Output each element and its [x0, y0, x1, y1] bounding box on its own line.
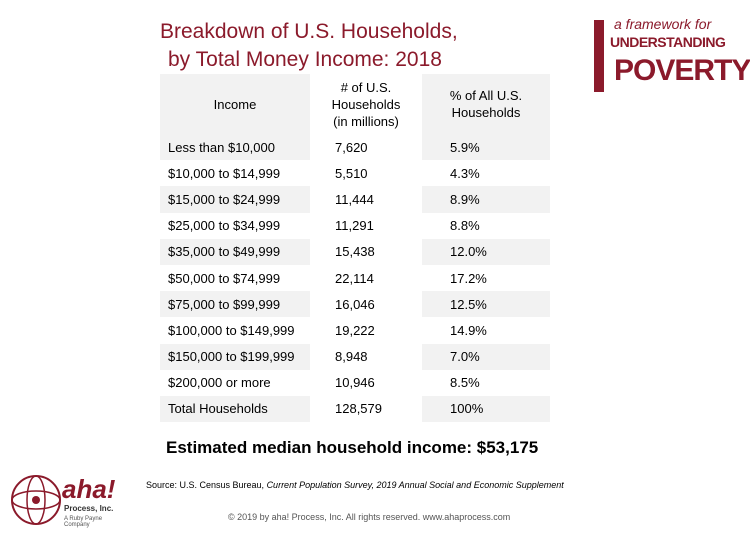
cell-income: $25,000 to $34,999 — [168, 218, 281, 234]
cell-percent: 4.3% — [450, 165, 480, 181]
cell-percent: 12.0% — [450, 244, 487, 260]
cell-households: 10,946 — [335, 375, 375, 391]
cell-income: $100,000 to $149,999 — [168, 322, 295, 338]
cell-income: $150,000 to $199,999 — [168, 349, 295, 365]
table-row — [160, 186, 550, 212]
cell-households: 7,620 — [335, 139, 368, 155]
table-row — [160, 396, 550, 422]
cell-percent: 12.5% — [450, 296, 487, 312]
logo-bar — [594, 20, 604, 92]
page-title — [160, 18, 560, 74]
table-body — [160, 134, 550, 422]
cell-percent: 8.5% — [450, 375, 480, 391]
aha-logo — [6, 468, 126, 532]
cell-income: Total Households — [168, 401, 268, 417]
cell-percent: 7.0% — [450, 349, 480, 365]
header-households: # of U.S. Households (in millions) — [310, 74, 422, 134]
income-table — [160, 74, 550, 422]
cell-percent: 14.9% — [450, 322, 487, 338]
logo-tagline: A Ruby Payne Company — [64, 516, 103, 528]
median-income: Estimated median household income: $53,175 — [166, 438, 539, 457]
table-row — [160, 160, 550, 186]
header-income: Income — [213, 96, 257, 112]
logo-line-3: POVERTY — [614, 54, 750, 87]
logo-line-2: UNDERSTANDING — [610, 34, 726, 50]
table-row — [160, 291, 550, 317]
cell-households: 19,222 — [335, 322, 375, 338]
table-row — [160, 317, 550, 343]
logo-line-1: a framework for — [614, 16, 712, 32]
framework-logo — [592, 14, 750, 96]
cell-households: 5,510 — [335, 165, 368, 181]
cell-income: $50,000 to $74,999 — [168, 270, 281, 286]
source-title: Current Population Survey, 2019 Annual Social and Economic Supplement — [266, 480, 564, 490]
cell-households: 16,046 — [335, 296, 375, 312]
cell-households: 22,114 — [335, 270, 374, 286]
table-header — [160, 74, 550, 134]
cell-percent: 5.9% — [450, 139, 480, 155]
table-row — [160, 370, 550, 396]
table-row — [160, 134, 550, 160]
header-percent: % of All U.S. Households — [449, 88, 523, 120]
cell-percent: 100% — [450, 401, 484, 417]
cell-income: $200,000 or more — [168, 375, 271, 391]
source-note — [146, 480, 564, 490]
table-row — [160, 213, 550, 239]
cell-percent: 8.8% — [450, 218, 480, 234]
logo-company: Process, Inc. — [64, 504, 114, 513]
source-prefix: Source: U.S. Census Bureau, — [146, 480, 267, 490]
cell-income: $75,000 to $99,999 — [168, 296, 281, 312]
cell-households: 11,444 — [335, 191, 374, 207]
cell-households: 11,291 — [335, 218, 374, 234]
cell-income: $10,000 to $14,999 — [168, 165, 281, 181]
cell-households: 8,948 — [335, 349, 368, 365]
table-row — [160, 344, 550, 370]
title-line-2: by Total Money Income: 2018 — [168, 48, 442, 71]
cell-percent: 8.9% — [450, 191, 480, 207]
cell-households: 15,438 — [335, 244, 375, 260]
table-row — [160, 265, 550, 291]
cell-income: Less than $10,000 — [168, 139, 275, 155]
cell-percent: 17.2% — [450, 270, 487, 286]
copyright: © 2019 by aha! Process, Inc. All rights reserved. www.ahaprocess.com — [228, 512, 511, 522]
title-line-1: Breakdown of U.S. Households, — [160, 20, 458, 43]
logo-name: aha! — [62, 474, 116, 504]
globe-icon — [6, 470, 66, 530]
cell-income: $35,000 to $49,999 — [168, 244, 281, 260]
cell-income: $15,000 to $24,999 — [168, 191, 281, 207]
cell-households: 128,579 — [335, 401, 382, 417]
table-row — [160, 239, 550, 265]
